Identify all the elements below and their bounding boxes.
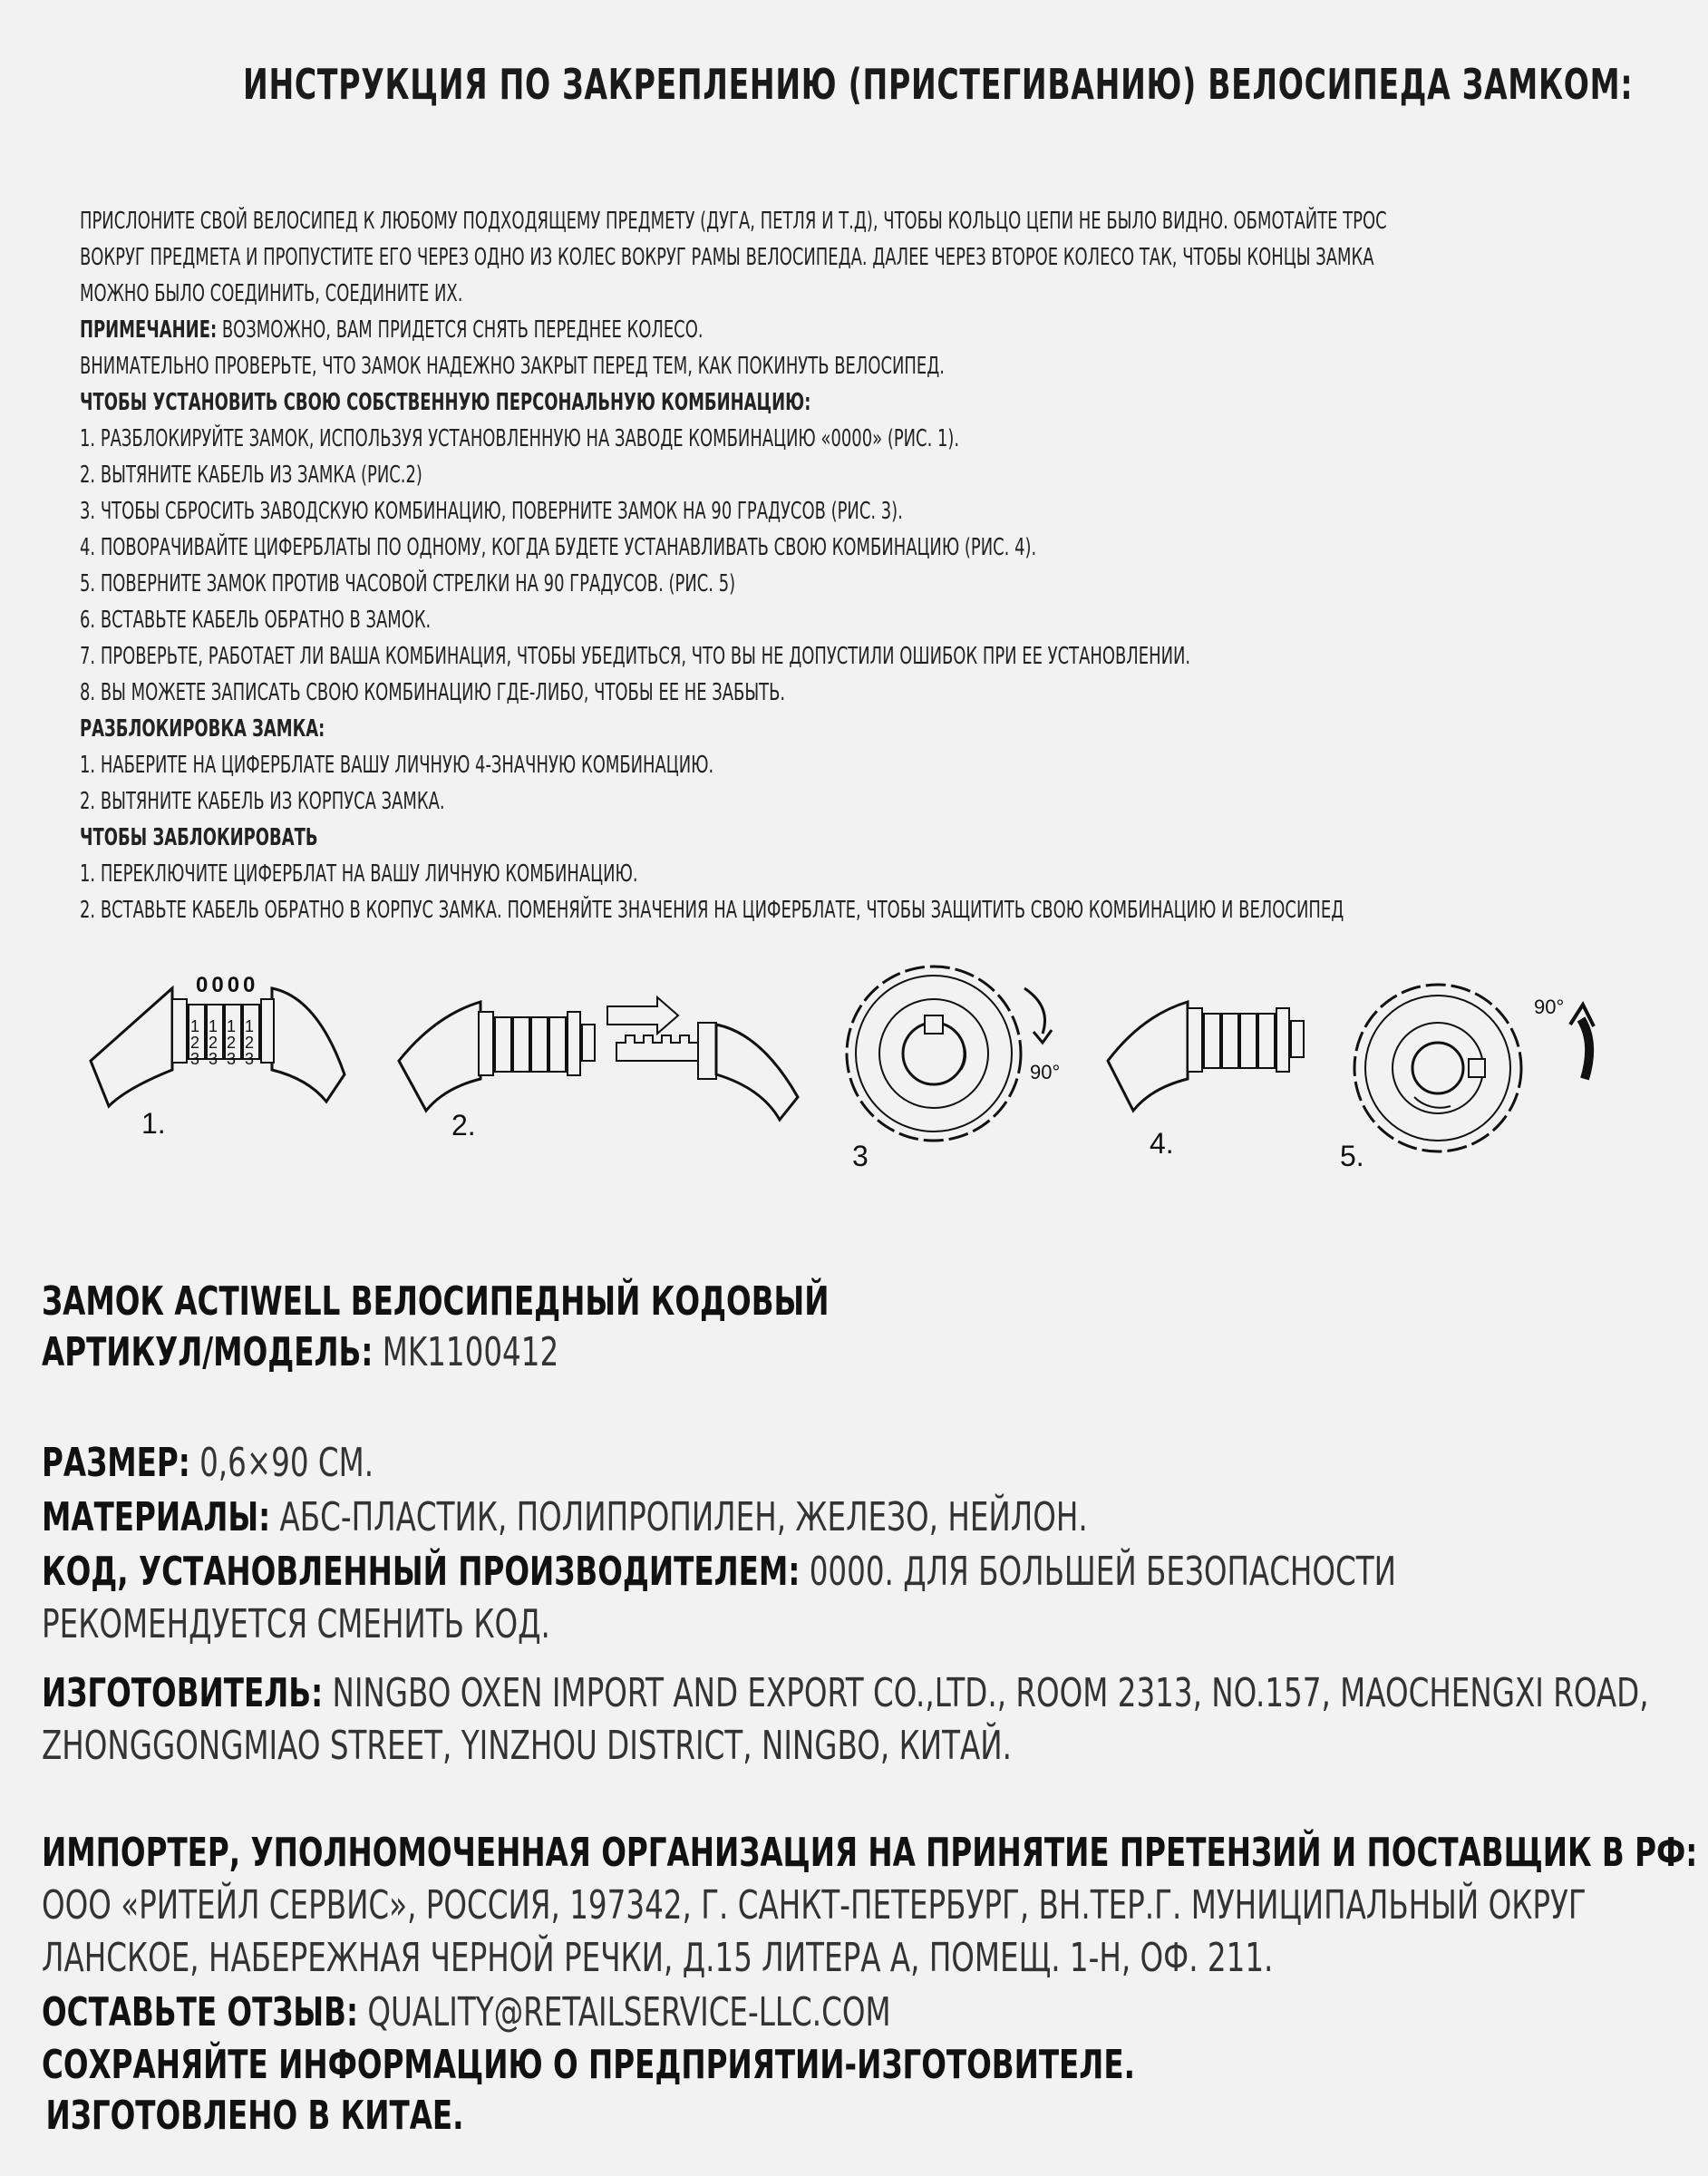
set-step-5: 5. ПОВЕРНИТЕ ЗАМОК ПРОТИВ ЧАСОВОЙ СТРЕЛКИ НА 90 ГРАДУСОВ. (РИС. 5) (80, 570, 736, 597)
fig2-lock-end (582, 1025, 595, 1061)
fig4-lock-end (1291, 1021, 1304, 1057)
fig5-outer-ring (1354, 985, 1521, 1151)
unlock-step-2: 2. ВЫТЯНИТЕ КАБЕЛЬ ИЗ КОРПУСА ЗАМКА. (80, 788, 445, 815)
document-title: ИНСТРУКЦИЯ ПО ЗАКРЕПЛЕНИЮ (ПРИСТЕГИВАНИЮ) ВЕЛОСИПЕДА ЗАМКОМ: (243, 60, 1634, 109)
instruction-figures (0, 952, 1708, 1188)
fig1-digit-1d: 1 (245, 1017, 255, 1035)
fig1-digit-3: 3 (190, 1050, 200, 1068)
fig4-cable (1108, 1002, 1188, 1111)
fig4-lock-body (1188, 1008, 1289, 1072)
note-text: ВОЗМОЖНО, ВАМ ПРИДЕТСЯ СНЯТЬ ПЕРЕДНЕЕ КОЛЕСО. (217, 316, 704, 344)
fig1-digit-2: 2 (190, 1034, 200, 1052)
note-line (80, 312, 1581, 348)
feedback-line: ОСТАВЬТЕ ОТЗЫВ: QUALITY@RETAILSERVICE-LLC.COM (42, 1989, 891, 2035)
figure-1 (91, 973, 345, 1140)
set-step-2: 2. ВЫТЯНИТЕ КАБЕЛЬ ИЗ ЗАМКА (РИС.2) (80, 461, 422, 489)
fig2-cable-left (399, 1002, 480, 1111)
fig2-cable-pin (616, 1035, 698, 1061)
set-step-3: 3. ЧТОБЫ СБРОСИТЬ ЗАВОДСКУЮ КОМБИНАЦИЮ, ПОВЕРНИТЕ ЗАМОК НА 90 ГРАДУСОВ (РИС. 3). (80, 498, 903, 525)
set-step-4: 4. ПОВОРАЧИВАЙТЕ ЦИФЕРБЛАТЫ ПО ОДНОМУ, КОГДА БУДЕТЕ УСТАНАВЛИВАТЬ СВОЮ КОМБИНАЦИЮ (РИС. 4). (80, 534, 1037, 561)
fig1-label: 1. (141, 1107, 166, 1140)
unlock-step-1: 1. НАБЕРИТЕ НА ЦИФЕРБЛАТЕ ВАШУ ЛИЧНУЮ 4-ЗНАЧНУЮ КОМБИНАЦИЮ. (80, 752, 714, 779)
factory-code-line-2: РЕКОМЕНДУЕТСЯ СМЕНИТЬ КОД. (42, 1601, 550, 1647)
figure-5 (1340, 985, 1594, 1172)
fig2-label: 2. (451, 1109, 476, 1141)
fig2-cable-head (698, 1023, 716, 1079)
check-line: ВНИМАТЕЛЬНО ПРОВЕРЬТЕ, ЧТО ЗАМОК НАДЕЖНО ЗАКРЫТ ПЕРЕД ТЕМ, КАК ПОКИНУТЬ ВЕЛОСИПЕД. (80, 353, 945, 380)
fig5-keyhole (1412, 1043, 1463, 1093)
made-in-line: ИЗГОТОВЛЕНО В КИТАЕ. (45, 2093, 464, 2139)
importer-heading: ИМПОРТЕР, УПОЛНОМОЧЕННАЯ ОРГАНИЗАЦИЯ НА ПРИНЯТИЕ ПРЕТЕНЗИЙ И ПОСТАВЩИК В РФ: (42, 1830, 1698, 1876)
lock-step-1: 1. ПЕРЕКЛЮЧИТЕ ЦИФЕРБЛАТ НА ВАШУ ЛИЧНУЮ КОМБИНАЦИЮ. (80, 860, 638, 888)
fig1-digit-3c: 3 (227, 1050, 237, 1068)
fig1-digit-1: 1 (190, 1017, 200, 1035)
fig5-rotate-arrow-inner (1414, 1097, 1451, 1108)
manufacturer-line: ИЗГОТОВИТЕЛЬ: NINGBO OXEN IMPORT AND EXPORT CO.,LTD., ROOM 2313, NO.157, MAOCHENGXI ROAD, (42, 1670, 1649, 1716)
fig1-cable-left (91, 988, 172, 1106)
note-label: ПРИМЕЧАНИЕ: (80, 316, 218, 344)
fig1-digit-1c: 1 (227, 1017, 237, 1035)
lock-step-2: 2. ВСТАВЬТЕ КАБЕЛЬ ОБРАТНО В КОРПУС ЗАМКА. ПОМЕНЯЙТЕ ЗНАЧЕНИЯ НА ЦИФЕРБЛАТЕ, ЧТОБЫ ЗАЩИТИТЬ СВОЮ КОМБИНАЦИЮ И ВЕЛОСИПЕД (80, 897, 1344, 924)
instructions-block (80, 203, 1581, 928)
fig3-key-notch (925, 1015, 943, 1034)
article-line: АРТИКУЛ/МОДЕЛЬ: MK1100412 (42, 1329, 559, 1375)
lock-heading: ЧТОБЫ ЗАБЛОКИРОВАТЬ (80, 824, 318, 851)
set-step-6: 6. ВСТАВЬТЕ КАБЕЛЬ ОБРАТНО В ЗАМОК. (80, 607, 432, 634)
fig2-lock-body (479, 1012, 580, 1075)
set-step-8: 8. ВЫ МОЖЕТЕ ЗАПИСАТЬ СВОЮ КОМБИНАЦИЮ ГДЕ-ЛИБО, ЧТОБЫ ЕЕ НЕ ЗАБЫТЬ. (80, 679, 786, 706)
fig5-key-notch (1469, 1059, 1485, 1077)
fig1-cable-right (272, 988, 345, 1102)
fig3-label: 3 (852, 1140, 869, 1172)
materials-line: МАТЕРИАЛЫ: АБС-ПЛАСТИК, ПОЛИПРОПИЛЕН, ЖЕЛЕЗО, НЕЙЛОН. (42, 1494, 1088, 1540)
importer-line-2: ЛАНСКОЕ, НАБЕРЕЖНАЯ ЧЕРНОЙ РЕЧКИ, Д.15 ЛИТЕРА А, ПОМЕЩ. 1-Н, ОФ. 211. (42, 1935, 1274, 1981)
intro-line-2: ВОКРУГ ПРЕДМЕТА И ПРОПУСТИТЕ ЕГО ЧЕРЕЗ ОДНО ИЗ КОЛЕС ВОКРУГ РАМЫ ВЕЛОСИПЕДА. ДАЛЕЕ ЧЕРЕЗ ВТОРОЕ КОЛЕСО ТАК, ЧТОБЫ КОНЦЫ ЗАМКА (80, 244, 1374, 271)
fig5-label: 5. (1340, 1140, 1364, 1172)
figure-2 (399, 997, 798, 1141)
fig1-digit-3b: 3 (209, 1050, 218, 1068)
fig2-cable-right (716, 1025, 798, 1120)
fig5-rotate-arrow-icon (1581, 1019, 1589, 1079)
figures-svg (0, 952, 1708, 1188)
fig1-digit-2d: 2 (245, 1034, 255, 1052)
fig5-inner-ring (1365, 996, 1510, 1141)
product-name: ЗАМОК ACTIWELL ВЕЛОСИПЕДНЫЙ КОДОВЫЙ (42, 1278, 830, 1325)
importer-line: ООО «РИТЕЙЛ СЕРВИС», РОССИЯ, 197342, Г. САНКТ-ПЕТЕРБУРГ, ВН.ТЕР.Г. МУНИЦИПАЛЬНЫЙ ОКРУГ (42, 1882, 1587, 1928)
manufacturer-line-2: ZHONGGONGMIAO STREET, YINZHOU DISTRICT, NINGBO, КИТАЙ. (42, 1723, 1012, 1769)
fig1-code: 0000 (196, 973, 259, 997)
fig5-angle: 90° (1534, 996, 1565, 1018)
set-step-1: 1. РАЗБЛОКИРУЙТЕ ЗАМОК, ИСПОЛЬЗУЯ УСТАНОВЛЕННУЮ НА ЗАВОДЕ КОМБИНАЦИЮ «0000» (РИС. 1). (80, 425, 960, 452)
figure-3 (847, 967, 1060, 1172)
size-line: РАЗМЕР: 0,6×90 СМ. (42, 1440, 374, 1486)
fig3-rotate-arrow-icon (1024, 988, 1045, 1034)
fig1-digit-2b: 2 (209, 1034, 218, 1052)
set-step-7: 7. ПРОВЕРЬТЕ, РАБОТАЕТ ЛИ ВАША КОМБИНАЦИЯ, ЧТОБЫ УБЕДИТЬСЯ, ЧТО ВЫ НЕ ДОПУСТИЛИ ОШИБОК ПРИ ЕЕ УСТАНОВЛЕНИИ. (80, 643, 1191, 670)
fig1-digit-2c: 2 (227, 1034, 237, 1052)
fig3-angle: 90° (1030, 1061, 1061, 1083)
intro-line-1: ПРИСЛОНИТЕ СВОЙ ВЕЛОСИПЕД К ЛЮБОМУ ПОДХОДЯЩЕМУ ПРЕДМЕТУ (ДУГА, ПЕТЛЯ И Т.Д), ЧТОБЫ КОЛЬЦО ЦЕПИ НЕ БЫЛО ВИДНО. ОБМОТАЙТЕ ТРОС (80, 208, 1387, 235)
set-combination-heading: ЧТОБЫ УСТАНОВИТЬ СВОЮ СОБСТВЕННУЮ ПЕРСОНАЛЬНУЮ КОМБИНАЦИЮ: (80, 389, 811, 416)
fig1-lock-body (172, 999, 274, 1063)
keep-info-line: СОХРАНЯЙТЕ ИНФОРМАЦИЮ О ПРЕДПРИЯТИИ-ИЗГОТОВИТЕЛЕ. (42, 2042, 1135, 2088)
unlock-heading: РАЗБЛОКИРОВКА ЗАМКА: (80, 715, 325, 743)
fig2-arrow-icon (607, 997, 678, 1034)
figure-4 (1108, 1002, 1304, 1160)
fig1-digit-3d: 3 (245, 1050, 255, 1068)
intro-line-3: МОЖНО БЫЛО СОЕДИНИТЬ, СОЕДИНИТЕ ИХ. (80, 280, 463, 307)
fig3-outer-ring (847, 967, 1021, 1141)
fig1-digit-1b: 1 (209, 1017, 218, 1035)
factory-code-line: КОД, УСТАНОВЛЕННЫЙ ПРОИЗВОДИТЕЛЕМ: 0000. ДЛЯ БОЛЬШЕЙ БЕЗОПАСНОСТИ (42, 1549, 1397, 1595)
fig4-label: 4. (1150, 1127, 1174, 1160)
